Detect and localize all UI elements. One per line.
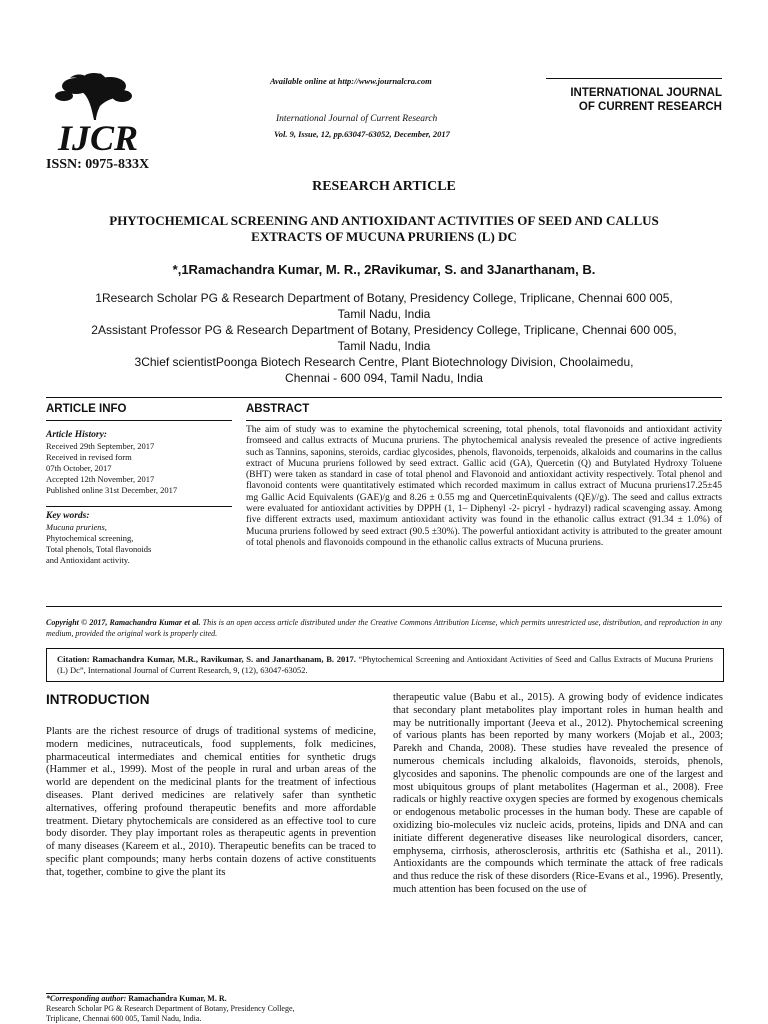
copyright-bold: Copyright © 2017, Ramachandra Kumar et al. bbox=[46, 618, 201, 627]
affiliation-line: Chennai - 600 094, Tamil Nadu, India bbox=[285, 371, 483, 385]
history-item: Accepted 12th November, 2017 bbox=[46, 474, 155, 484]
keyword-item: Total phenols, Total flavonoids bbox=[46, 544, 152, 554]
journal-logo bbox=[46, 72, 142, 156]
citation-box bbox=[46, 648, 724, 682]
footnote-name: Ramachandra Kumar, M. R. bbox=[126, 994, 227, 1003]
header-rule-top bbox=[546, 78, 722, 79]
affiliation-line: 1Research Scholar PG & Research Department of Botany, Presidency College, Triplicane, Chennai 600 005, bbox=[95, 291, 673, 305]
history-item: 07th October, 2017 bbox=[46, 463, 112, 473]
affiliation-line: 3Chief scientistPoonga Biotech Research Centre, Plant Biotechnology Division, Choolaimedu, bbox=[134, 355, 634, 369]
brand-line-1: INTERNATIONAL JOURNAL bbox=[570, 87, 722, 99]
journal-brand bbox=[570, 86, 722, 114]
footnote-line: Triplicane, Chennai 600 005, Tamil Nadu, India. bbox=[46, 1014, 202, 1023]
section-rule bbox=[46, 606, 722, 607]
issn: ISSN: 0975-833X bbox=[46, 157, 150, 172]
volume-info: Vol. 9, Issue, 12, pp.63047-63052, December, 2017 bbox=[274, 129, 450, 139]
citation-bold: Citation: Ramachandra Kumar, M.R., Ravikumar, S. and Janarthanam, B. 2017. bbox=[57, 654, 356, 664]
article-type: RESEARCH ARTICLE bbox=[312, 179, 456, 194]
brand-line-2: OF CURRENT RESEARCH bbox=[578, 101, 722, 113]
affiliations bbox=[40, 290, 728, 386]
article-title bbox=[60, 213, 708, 245]
keyword-item: Phytochemical screening, bbox=[46, 533, 134, 543]
keyword-item: Mucuna pruriens, bbox=[46, 522, 107, 532]
available-online: Available online at http://www.journalcra.com bbox=[270, 76, 432, 86]
affiliation-line: 2Assistant Professor PG & Research Department of Botany, Presidency College, Triplicane, Chennai 600 005, bbox=[91, 323, 677, 337]
affiliation-line: Tamil Nadu, India bbox=[337, 307, 431, 321]
corresponding-author-footnote bbox=[46, 994, 376, 1024]
abstract-text: The aim of study was to examine the phytochemical screening, total phenols, total flavonoids and antioxidant activity fromseed and callus extracts of Mucuna pruriens. The phytochemical analysis revealed the presence of active ingredients such as Tannins, saponins, steroids, cardiac glycosides, phenols, flavonoids, terpenoids, alkaloids and coumarins in the callus extract of Mucuna pruriens followed by seed extract. Gallic acid (GA), Quercetin (Q) and Butylated Hydroxy Toluene (BHT) were taken as standard in case of total phenol and Flavonoid and antioxidant activity respectively. Total phenol and flavonoid contents were quantitatively estimated which recorded maximum in callus extract of Mucuna pruriens17.25±45 mg Gallic Acid Equivalents (GAE)/g and 8.26 ± 0.55 mg and QuercetinEquivalents (QE)//g). The seed and callus extracts were evaluated for antioxidant activities by DPPH (1, 1– Diphenyl -2- picryl - hydrazyl) radical scavenging assay. Among five different extracts used, maximum antioxidant activity was found in the ethanolic callus extract (91.34 ± 1.0%) of Mucuna pruriens followed by seed extract (90.5 ±30%). The powerful antioxidant activity is attributed to the greater amount of total phenols and flavonoids compound in the ethanolic callus extracts of Mucuna pruriens. bbox=[246, 425, 722, 548]
title-line-2: EXTRACTS OF MUCUNA PRURIENS (L) DC bbox=[251, 229, 517, 244]
footnote-label: *Corresponding author: bbox=[46, 994, 127, 1003]
history-item: Received in revised form bbox=[46, 452, 132, 462]
affiliation-line: Tamil Nadu, India bbox=[337, 339, 431, 353]
copyright-notice bbox=[46, 617, 722, 639]
history-item: Published online 31st December, 2017 bbox=[46, 485, 178, 495]
article-info-panel bbox=[46, 430, 236, 566]
abstract-rule bbox=[246, 420, 722, 421]
history-label: Article History: bbox=[46, 430, 107, 440]
logo-letters: IJCR bbox=[58, 118, 139, 156]
section-rule bbox=[46, 397, 722, 398]
body-column-left: Plants are the richest resource of drugs of traditional systems of medicine, modern medicines, nutraceuticals, food supplements, folk medicines, pharmaceutical intermediates and chemical entities for synthetic drugs (Hammer et al., 1999). Most of the people in rural and urban areas of the world are dependent on the medicinal plants for the treatment of infectious diseases. Plant derived medicines are relatively safer than synthetic alternatives, offering profound therapeutic benefits and more affordable treatment. Dietary phytochemicals are considered as an effective tool to cure body disorder. They play important roles as therapeutic agents in prevention of many diseases (Kareem et al., 2010). Therapeutic benefits can be traced to specific plant compounds; many herbs contain dozens of active constituents that, together, combine to give the plant its bbox=[46, 726, 376, 878]
keyword-item: and Antioxidant activity. bbox=[46, 555, 130, 565]
introduction-heading: INTRODUCTION bbox=[46, 692, 150, 707]
article-info-rule bbox=[46, 420, 232, 421]
info-divider bbox=[46, 506, 232, 507]
citation-text: “Phytochemical Screening and Antioxidant Activities of Seed and Callus Extracts of Mucuna Pruriens (L) Dc”, International Journal of Current Research, 9, (12), 63047-63052. bbox=[57, 654, 713, 675]
copyright-text: This is an open access article distributed under the Creative Commons Attribution License, which permits unrestricted use, distribution, and reproduction in any medium, provided the original work is properly cited. bbox=[46, 618, 722, 638]
body-column-right: therapeutic value (Babu et al., 2015). A growing body of evidence indicates that secondary plant metabolites play important roles in human health and may be nutritionally important (Jeeva et al., 2012). Phytochemical screening of various plants has been reported by many workers (Mojab et al., 2003; Parekh and Chanda, 2008). These studies have revealed the presence of numerous chemicals including alkaloids, flavonoids, steroids, phenols, glycosides and saponins. The phenolic compounds are one of the largest and most ubiquitous groups of plant metabolites (Hagerman et al., 2008). Free radicals or highly reactive oxygen species are formed by exogenous chemicals or endogenous metabolic processes in the human body. These are capable of oxidizing bio-molecules viz nucleic acids, proteins, lipids and DNA and can initiate different degenerative diseases like neurological disorders, cancer, emphysema, cirrhosis, atherosclerosis, arthritis etc (Sathisha et al., 2011). Antioxidants are the compounds which terminate the attack of free radicals and thus reduce the risk of these disorders (Rice-Evans et al., 1996). Presently, much attention has been focused on the use of bbox=[393, 692, 723, 895]
authors: *,1Ramachandra Kumar, M. R., 2Ravikumar, S. and 3Janarthanam, B. bbox=[172, 262, 596, 277]
footnote-line: Research Scholar PG & Research Department of Botany, Presidency College, bbox=[46, 1004, 295, 1013]
history-item: Received 29th September, 2017 bbox=[46, 441, 155, 451]
article-info-heading: ARTICLE INFO bbox=[46, 403, 127, 415]
journal-name: International Journal of Current Research bbox=[276, 114, 438, 124]
title-line-1: PHYTOCHEMICAL SCREENING AND ANTIOXIDANT ACTIVITIES OF SEED AND CALLUS bbox=[109, 213, 659, 228]
abstract-heading: ABSTRACT bbox=[246, 403, 310, 415]
keywords-label: Key words: bbox=[46, 511, 90, 521]
